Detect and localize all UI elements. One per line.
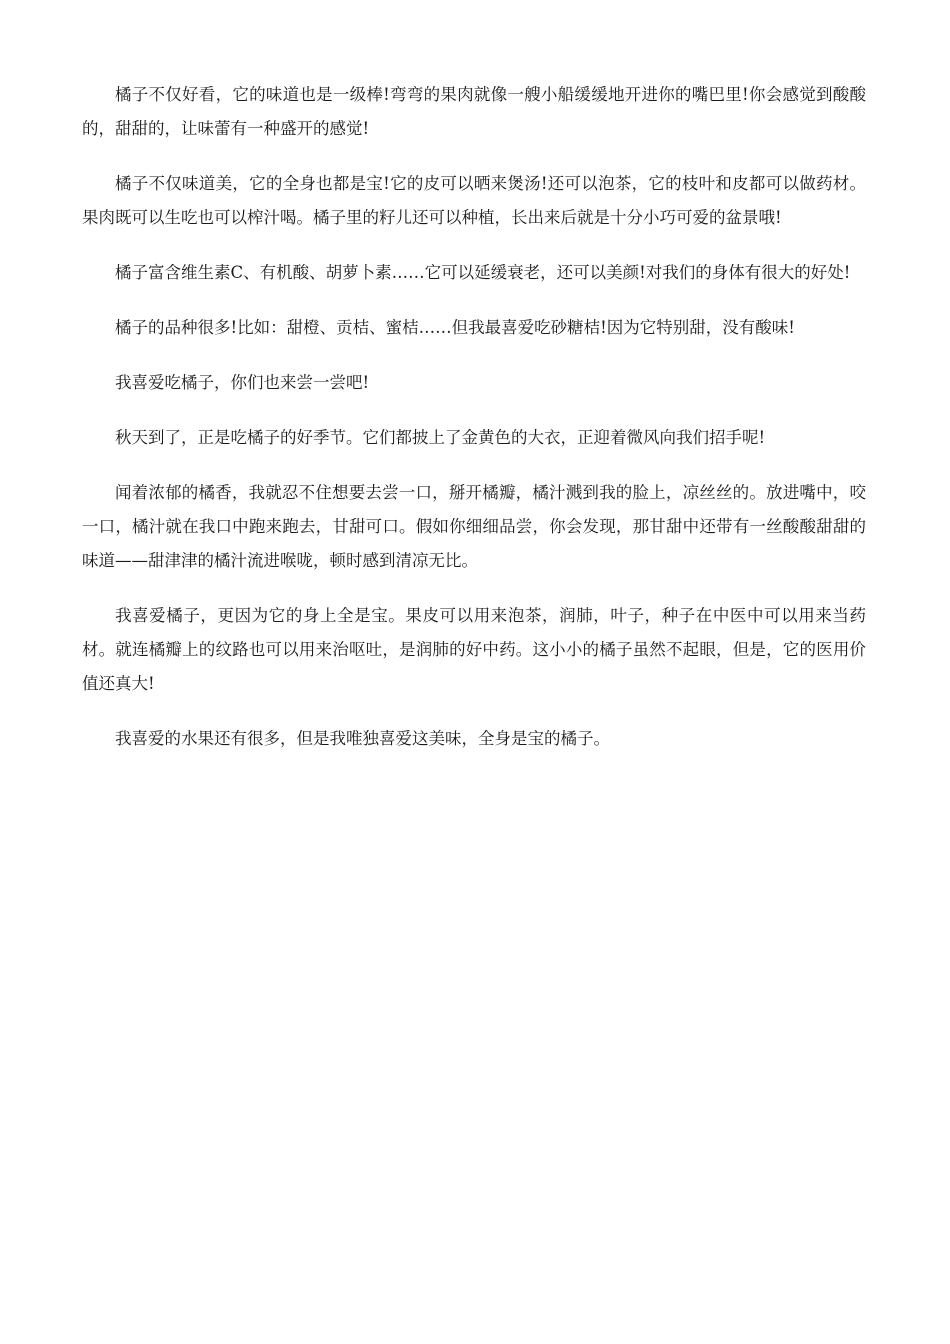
paragraph-medicinal: 我喜爱橘子，更因为它的身上全是宝。果皮可以用来泡茶，润肺，叶子，种子在中医中可以用来当药材。就连橘瓣上的纹路也可以用来治呕吐，是润肺的好中药。这小小的橘子虽然不起眼，但是，它的医用价值还真大!: [82, 606, 866, 693]
paragraph-tasting: 闻着浓郁的橘香，我就忍不住想要去尝一口，掰开橘瓣，橘汁溅到我的脸上，凉丝丝的。放进嘴中，咬一口，橘汁就在我口中跑来跑去，甘甜可口。假如你细细品尝，你会发现，那甘甜中还带有一丝酸酸甜甜的味道——甜津津的橘汁流进喉咙，顿时感到清凉无比。: [82, 483, 866, 570]
paragraph-autumn: 秋天到了，正是吃橘子的好季节。它们都披上了金黄色的大衣，正迎着微风向我们招手呢!: [115, 428, 766, 447]
paragraph-varieties: 橘子的品种很多!比如：甜橙、贡桔、蜜桔……但我最喜爱吃砂糖桔!因为它特别甜，没有酸味!: [115, 318, 795, 337]
paragraph-conclusion: 我喜爱的水果还有很多，但是我唯独喜爱这美味，全身是宝的橘子。: [115, 729, 610, 748]
paragraph-nutrition: 橘子富含维生素C、有机酸、胡萝卜素……它可以延缓衰老，还可以美颜!对我们的身体有很大的好处!: [115, 263, 851, 282]
paragraph-uses: 橘子不仅味道美，它的全身也都是宝!它的皮可以晒来煲汤!还可以泡茶，它的枝叶和皮都可以做药材。果肉既可以生吃也可以榨汁喝。橘子里的籽儿还可以种植，长出来后就是十分小巧可爱的盆景哦!: [82, 174, 866, 227]
paragraph-taste: 橘子不仅好看，它的味道也是一级棒!弯弯的果肉就像一艘小船缓缓地开进你的嘴巴里!你会感觉到酸酸的，甜甜的，让味蕾有一种盛开的感觉!: [82, 85, 866, 138]
paragraph-invitation: 我喜爱吃橘子，你们也来尝一尝吧!: [115, 373, 370, 392]
document-body: [82, 78, 866, 777]
